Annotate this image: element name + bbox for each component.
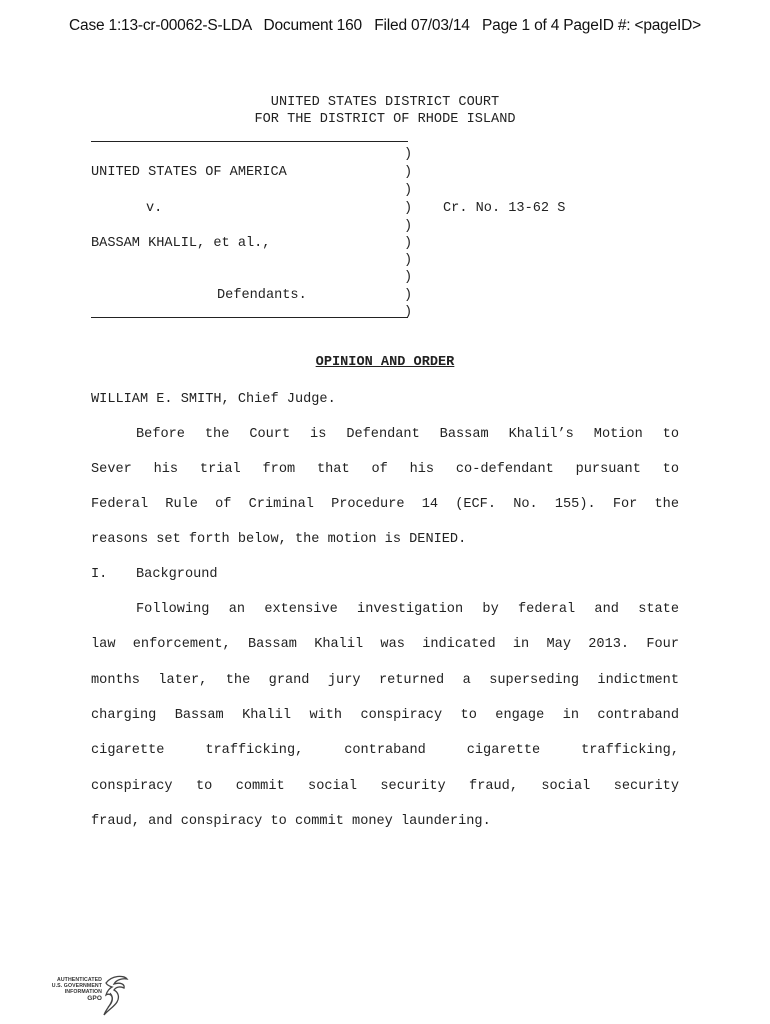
paragraph-line: Sever his trial from that of his co-defendant pursuant to: [91, 462, 679, 477]
caption-paren: ): [404, 236, 413, 251]
caption-paren: ): [404, 183, 413, 198]
caption-paren: ): [404, 270, 413, 285]
document-number: Document 160: [263, 17, 362, 34]
gpo-text-line: U.S. GOVERNMENT: [51, 983, 102, 989]
page-info: Page 1 of 4 PageID #: <pageID>: [482, 17, 701, 34]
caption-paren: ): [404, 147, 413, 162]
paragraph-line: fraud, and conspiracy to commit money laundering.: [91, 814, 491, 829]
caption-bottom-rule: [91, 317, 408, 318]
gpo-authentication-logo: [44, 973, 132, 1021]
case-number-header: Case 1:13-cr-00062-S-LDA: [69, 17, 252, 34]
filed-date: Filed 07/03/14: [374, 17, 470, 34]
section-number: I.: [91, 567, 108, 582]
gpo-text-line: INFORMATION: [64, 989, 102, 995]
court-name-line1: UNITED STATES DISTRICT COURT: [270, 95, 500, 110]
caption-defendant: BASSAM KHALIL, et al.,: [91, 236, 271, 251]
paragraph-line: months later, the grand jury returned a superseding indictment: [91, 673, 679, 688]
paragraph-line: Following an extensive investigation by federal and state: [136, 602, 679, 617]
paragraph-line: conspiracy to commit social security fraud, social security: [91, 779, 679, 794]
caption-plaintiff: UNITED STATES OF AMERICA: [91, 165, 287, 180]
judge-line: WILLIAM E. SMITH, Chief Judge.: [91, 392, 336, 407]
paragraph-line: Federal Rule of Criminal Procedure 14 (ECF. No. 155). For the: [91, 497, 679, 512]
paragraph-line: reasons set forth below, the motion is DENIED.: [91, 532, 467, 547]
caption-paren: ): [404, 253, 413, 268]
paragraph-line: charging Bassam Khalil with conspiracy to engage in contraband: [91, 708, 679, 723]
filing-header: [0, 17, 770, 35]
court-name-line2: FOR THE DISTRICT OF RHODE ISLAND: [254, 112, 516, 127]
caption-versus: v.: [146, 201, 163, 216]
gpo-text-line: AUTHENTICATED: [56, 977, 102, 983]
caption-paren: ): [404, 165, 413, 180]
document-title: OPINION AND ORDER: [315, 355, 455, 370]
caption-paren: ): [404, 201, 413, 216]
paragraph-line: cigarette trafficking, contraband cigarette trafficking,: [91, 743, 679, 758]
caption-defendants-label: Defendants.: [217, 288, 307, 303]
caption-paren: ): [404, 219, 413, 234]
caption-top-rule: [91, 141, 408, 142]
paragraph-line: law enforcement, Bassam Khalil was indicated in May 2013. Four: [91, 637, 679, 652]
caption-paren: ): [404, 288, 413, 303]
paragraph-line: Before the Court is Defendant Bassam Khalil’s Motion to: [136, 427, 679, 442]
section-heading: Background: [136, 567, 218, 582]
gpo-text-line: GPO: [87, 995, 102, 1002]
criminal-case-number: Cr. No. 13-62 S: [443, 201, 566, 216]
eagle-icon: [100, 973, 130, 1019]
caption-paren: ): [404, 305, 413, 320]
